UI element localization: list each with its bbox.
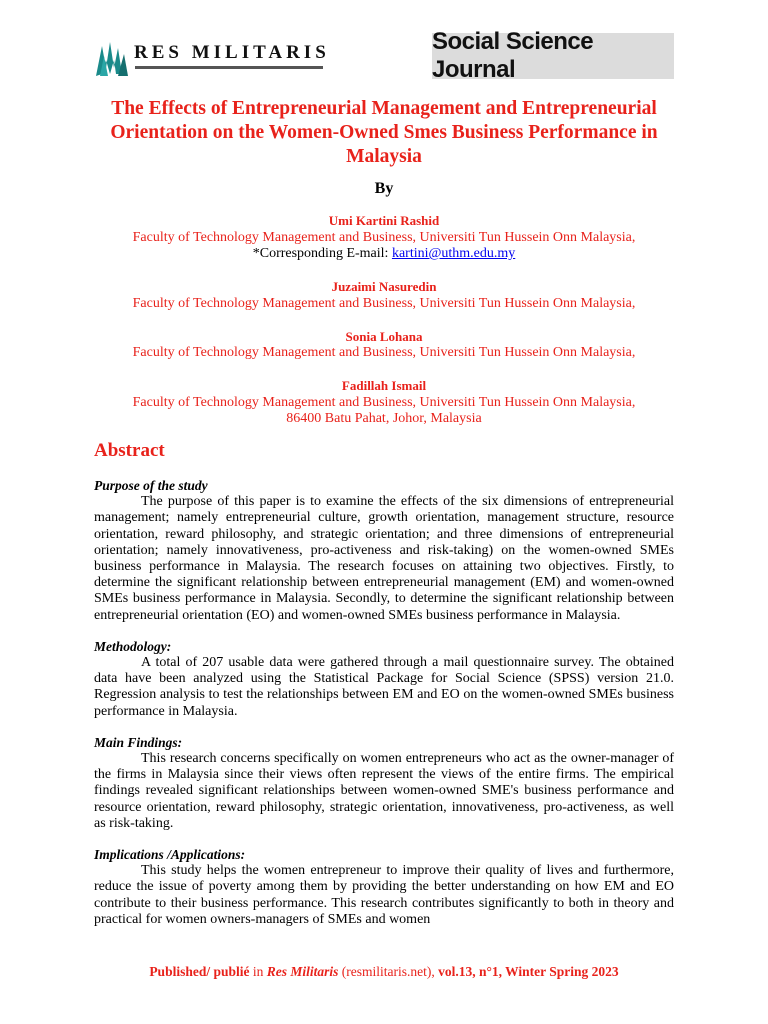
author-list [60,213,708,444]
author-name: Umi Kartini Rashid [328,213,440,228]
logo-wordmark: RES MILITARIS [134,42,330,63]
author-name: Juzaimi Nasuredin [331,279,437,294]
author-block [60,329,708,362]
abstract-section-findings [94,735,674,832]
footer-journal: Res Militaris [266,964,339,979]
publication-footer [0,964,768,980]
abstract-section-methodology [94,639,674,720]
logo-subtitle-line [135,66,323,69]
section-paragraph: This study helps the women entrepreneur to improve their quality of lives and furthermore, reduce the issue of poverty among them by providing the better understanding on how EM and EO contribute to their business performance. This research contributes significantly to both in theory and practical for women owners-managers of SMEs and women [94,863,674,927]
published-label: Published/ publié [149,964,250,979]
author-affiliation: Faculty of Technology Management and Business, Universiti Tun Hussein Onn Malaysia, [132,345,636,360]
abstract-heading: Abstract [94,440,165,461]
author-address: 86400 Batu Pahat, Johor, Malaysia [286,411,482,426]
paper-title: The Effects of Entrepreneurial Management and Entrepreneurial Orientation on the Women-Owned Smes Business Performance in Malaysia [110,98,658,167]
section-heading: Implications /Applications: [94,847,246,863]
author-affiliation: Faculty of Technology Management and Business, Universiti Tun Hussein Onn Malaysia, [132,394,636,410]
author-contact [60,246,708,263]
section-heading: Methodology: [94,638,172,654]
section-paragraph: This research concerns specifically on women entrepreneurs who act as the owner-manager of the firms in Malaysia since their views often represent the views of the entire firms. The empirical findings revealed significant relationships between women-owned SME's business performance and resource orientation, reward philosophy, strategic orientation, innovativeness, pro-activeness, as well as risk-taking. [94,751,674,831]
author-block [60,378,708,428]
footer-in: in [249,964,267,979]
author-name: Fadillah Ismail [341,378,427,393]
section-paragraph: A total of 207 usable data were gathered through a mail questionnaire survey. The obtained data have been analyzed using the Statistical Package for Social Science (SPSS) version 21.0. Regression analysis to test the relationships between EM and EO on the women-owned SMEs business performance in Malaysia. [94,655,674,719]
section-paragraph: The purpose of this paper is to examine the effects of the six dimensions of entrepreneurial management; namely entrepreneurial culture, growth orientation, management structure, resource orientation, reward philosophy, and strategic orientation; and three dimensions of entrepreneurial orientation; namely innovativeness, pro-activeness and risk-taking) on the women-owned SMEs business performance in Malaysia. The research focuses on attaining two objectives. Firstly, to determine the significant relationship between entrepreneurial management (EM) and women-owned SMEs business performance in Malaysia. Secondly, to determine the significant relationship between entrepreneurial orientation (EO) and women-owned SMEs business performance in Malaysia. [94,494,674,623]
journal-name-badge: Social Science Journal [432,33,674,79]
journal-logo [94,38,334,80]
email-label: *Corresponding E-mail: [252,246,392,261]
footer-site: (resmilitaris.net), [338,964,439,979]
author-block [60,279,708,312]
journal-header [0,0,768,90]
author-block [60,213,708,263]
section-heading: Purpose of the study [94,478,208,493]
author-affiliation: Faculty of Technology Management and Business, Universiti Tun Hussein Onn Malaysia, [132,295,636,311]
res-militaris-logo-icon [94,38,130,78]
abstract-section-implications [94,847,674,928]
author-affiliation: Faculty of Technology Management and Business, Universiti Tun Hussein Onn Malaysia, [132,229,636,245]
abstract-body [94,478,674,943]
section-heading: Main Findings: [94,734,183,750]
footer-volume: vol.13, n°1, Winter Spring 2023 [438,964,619,979]
author-name: Sonia Lohana [345,328,423,344]
author-email-link[interactable]: kartini@uthm.edu.my [391,246,516,261]
by-label: By [374,180,394,197]
abstract-section-purpose [94,478,674,624]
